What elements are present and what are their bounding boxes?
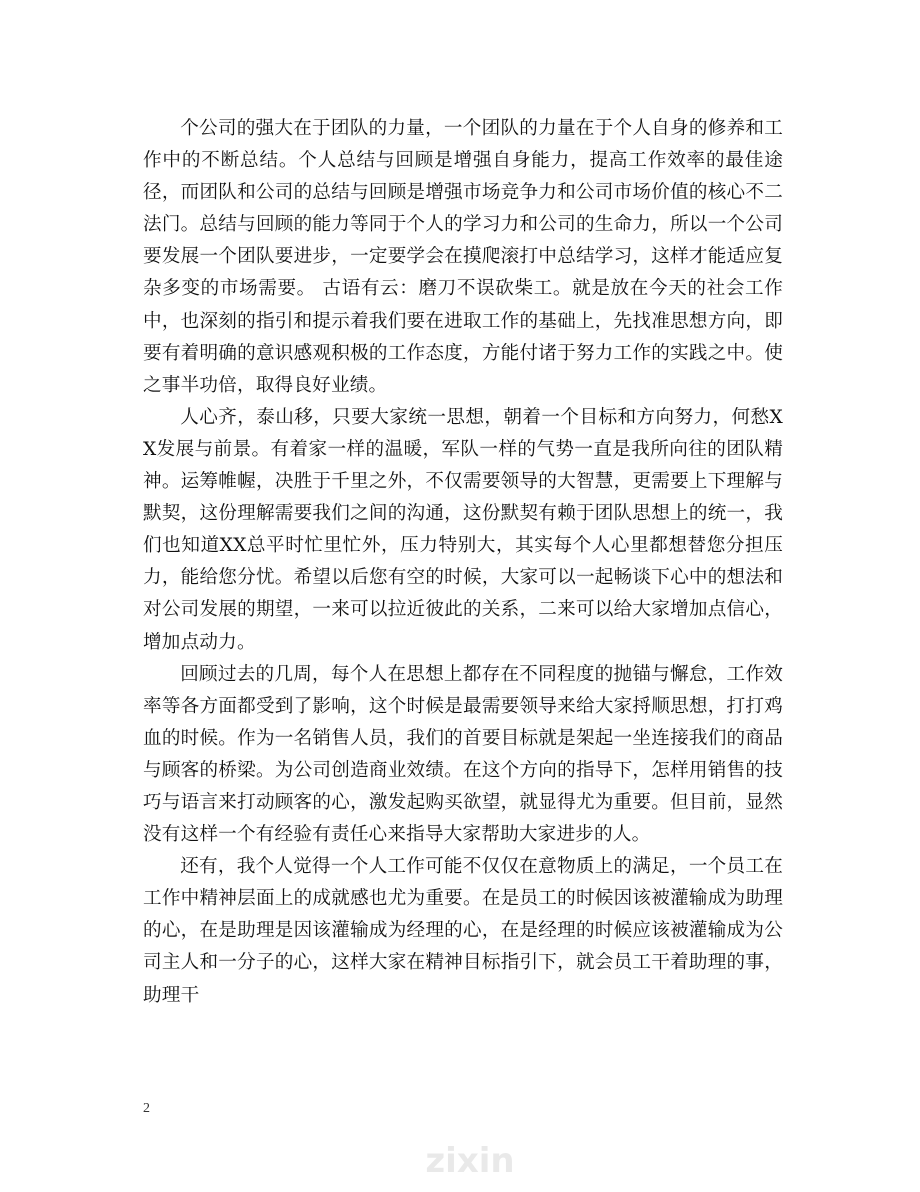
page-number: 2 — [143, 1101, 150, 1116]
watermark-text: zixin — [425, 1141, 515, 1181]
paragraph-4: 还有，我个人觉得一个人工作可能不仅仅在意物质上的满足，一个员工在工作中精神层面上的成就感也尤为重要。在是员工的时候因该被灌输成为助理的心，在是助理是因该灌输成为经理的心，在是经理的时候应该被灌输成为公司主人和一分子的心，这样大家在精神目标指引下，就会员工干着助理的事，助理干 — [143, 856, 783, 1006]
paragraph-3: 回顾过去的几周，每个人在思想上都存在不同程度的抛锚与懈怠，工作效率等各方面都受到了影响，这个时候是最需要领导来给大家捋顺思想，打打鸡血的时候。作为一名销售人员，我们的首要目标就是架起一坐连接我们的商品与顾客的桥梁。为公司创造商业效绩。在这个方向的指导下，怎样用销售的技巧与语言来打动顾客的心，激发起购买欲望，就显得尤为重要。但目前，显然没有这样一个有经验有责任心来指导大家帮助大家进步的人。 — [143, 663, 783, 846]
paragraph-1: 个公司的强大在于团队的力量，一个团队的力量在于个人自身的修养和工作中的不断总结。个人总结与回顾是增强自身能力，提高工作效率的最佳途径，而团队和公司的总结与回顾是增强市场竞争力和公司市场价值的核心不二法门。总结与回顾的能力等同于个人的学习力和公司的生命力，所以一个公司要发展一个团队要进步，一定要学会在摸爬滚打中总结学习，这样才能适应复杂多变的市场需要。 古语有云：磨刀不误砍柴工。就是放在今天的社会工作中，也深刻的指引和提示着我们要在进取工作的基础上，先找准思想方向，即要有着明确的意识感观积极的工作态度，方能付诸于努力工作的实践之中。使之事半功倍，取得良好业绩。 — [143, 118, 783, 396]
paragraph-2: 人心齐，泰山移，只要大家统一思想，朝着一个目标和方向努力，何愁XX发展与前景。有着家一样的温暖，军队一样的气势一直是我所向往的团队精神。运筹帷幄，决胜于千里之外，不仅需要领导的大智慧，更需要上下理解与默契，这份理解需要我们之间的沟通，这份默契有赖于团队思想上的统一，我们也知道XX总平时忙里忙外，压力特别大，其实每个人心里都想替您分担压力，能给您分忧。希望以后您有空的时候，大家可以一起畅谈下心中的想法和对公司发展的期望，一来可以拉近彼此的关系，二来可以给大家增加点信心，增加点动力。 — [143, 406, 783, 653]
document-body — [143, 113, 783, 1012]
watermark-logo — [395, 1138, 545, 1188]
